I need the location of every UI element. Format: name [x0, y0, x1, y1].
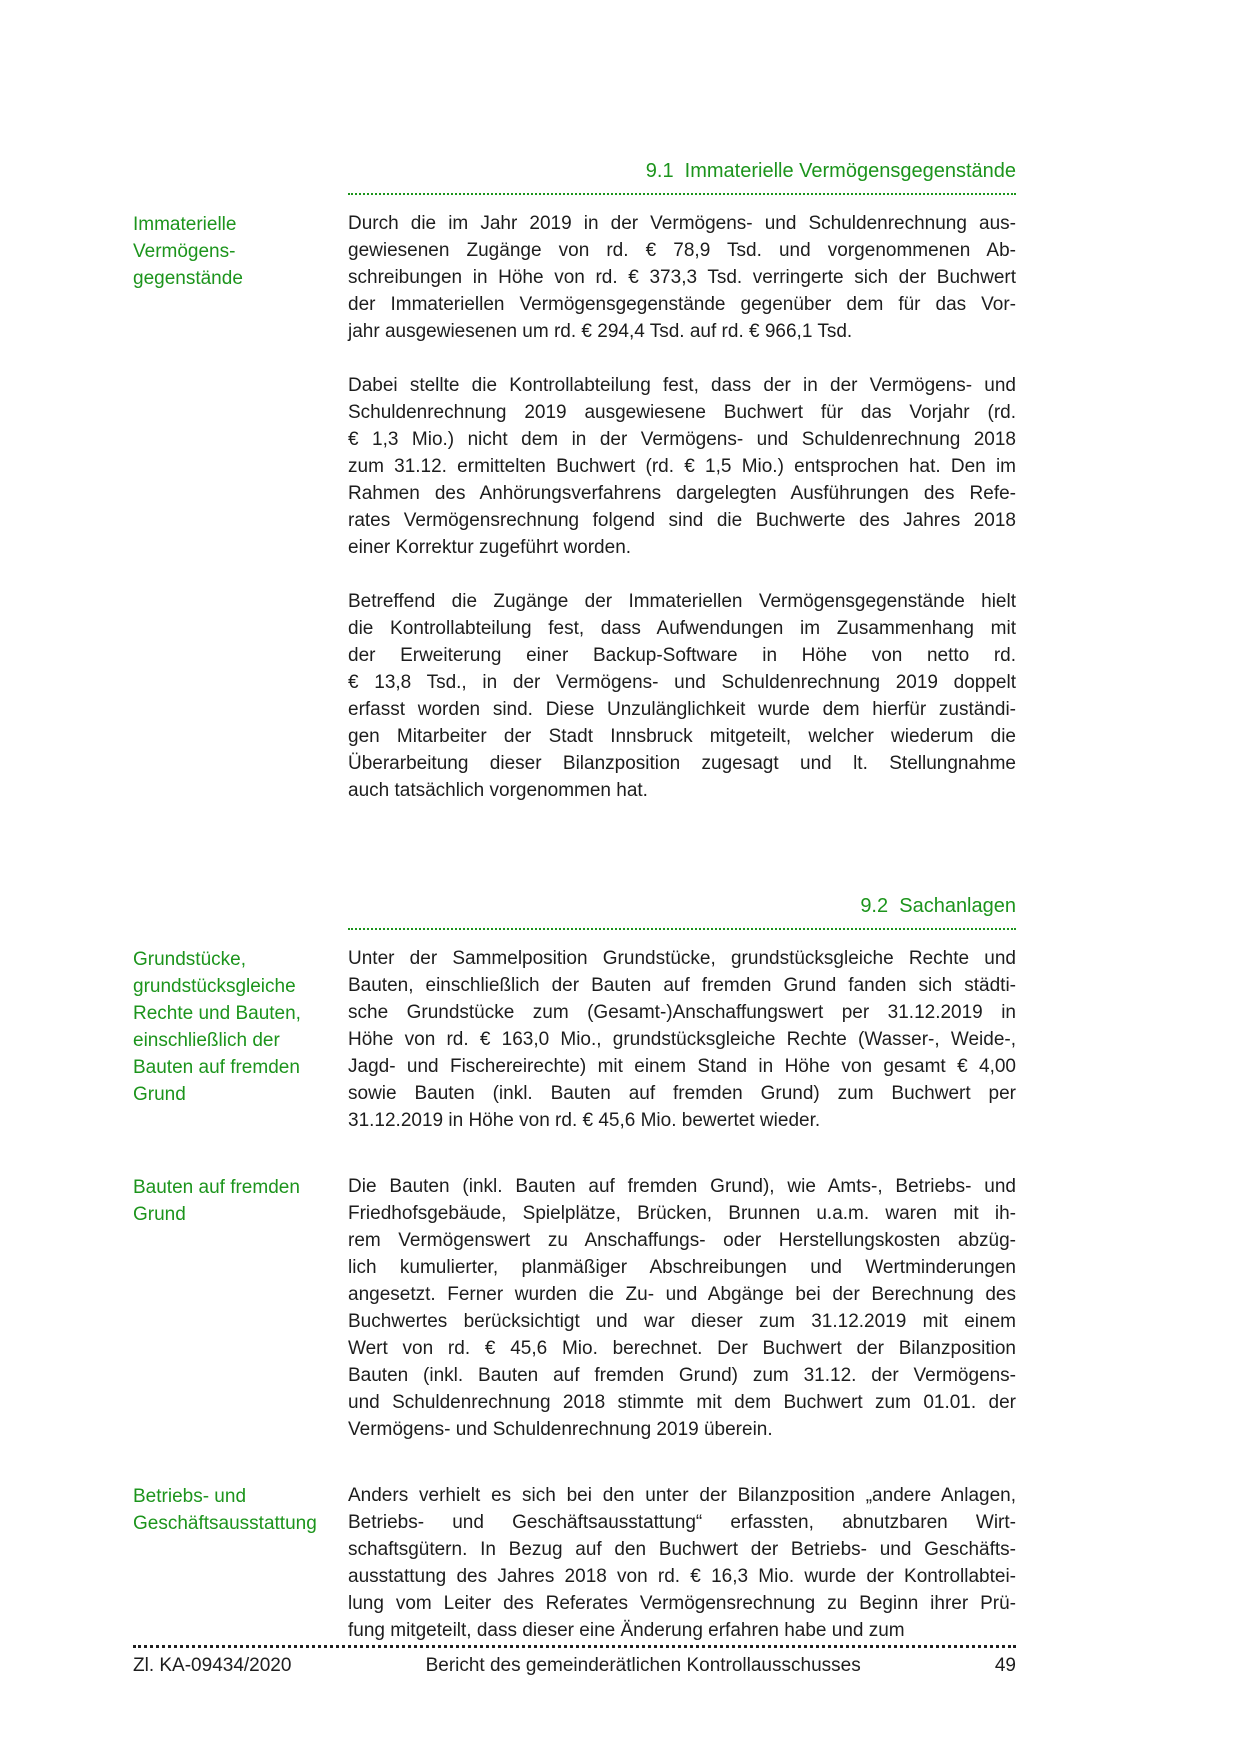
- text-line: Bauten (inkl. Bauten auf fremden Grund) zum 31.12. der Vermögens-: [348, 1365, 1016, 1386]
- text-line: Rahmen des Anhörungsverfahrens dargelegten Ausführungen des Refe-: [348, 483, 1016, 504]
- section-heading-row-9-2: [348, 893, 1016, 930]
- body-column: [348, 945, 1016, 1161]
- text-line: die Kontrollabteilung fest, dass Aufwendungen im Zusammenhang mit: [348, 618, 1016, 639]
- text-line: Geschäftsausstattung: [133, 1513, 317, 1534]
- text-line: Buchwertes berücksichtigt und war dieser zum 31.12.2019 mit einem: [348, 1311, 1016, 1332]
- paragraph: [348, 588, 1016, 804]
- text-line: Vermögens-: [133, 241, 236, 262]
- text-line: Anders verhielt es sich bei den unter der Bilanzposition „andere Anlagen,: [348, 1485, 1016, 1506]
- text-line: Immaterielle: [133, 214, 237, 235]
- text-line: Unter der Sammelposition Grundstücke, grundstücksgleiche Rechte und: [348, 948, 1016, 969]
- text-line: Betreffend die Zugänge der Immateriellen Vermögensgegenstände hielt: [348, 591, 1016, 612]
- text-line: auch tatsächlich vorgenommen hat.: [348, 780, 648, 801]
- text-line: Grund: [133, 1204, 186, 1225]
- text-line: sowie Bauten (inkl. Bauten auf fremden Grund) zum Buchwert per: [348, 1083, 1016, 1104]
- text-line: Jagd- und Fischereirechte) mit einem Stand in Höhe von gesamt € 4,00: [348, 1056, 1016, 1077]
- section-heading-9-1: 9.1 Immaterielle Vermögensgegenstände: [645, 160, 1016, 182]
- content-block: [133, 210, 1016, 831]
- text-line: fung mitgeteilt, dass dieser eine Änderung erfahren habe und zum: [348, 1620, 905, 1641]
- text-line: angesetzt. Ferner wurden die Zu- und Abgänge bei der Berechnung des: [348, 1284, 1016, 1305]
- text-line: Höhe von rd. € 163,0 Mio., grundstücksgleiche Rechte (Wasser-, Weide-,: [348, 1029, 1016, 1050]
- text-line: erfasst worden sind. Diese Unzulänglichkeit wurde dem hierfür zuständi-: [348, 699, 1016, 720]
- paragraph: [348, 1482, 1016, 1644]
- text-line: Bauten auf fremden: [133, 1057, 300, 1078]
- text-line: rem Vermögenswert zu Anschaffungs- oder Herstellungskosten abzüg-: [348, 1230, 1016, 1251]
- text-line: € 1,3 Mio.) nicht dem in der Vermögens- und Schuldenrechnung 2018: [348, 429, 1016, 450]
- section-heading-row-9-1: [348, 158, 1016, 195]
- text-line: gewiesenen Zugänge von rd. € 78,9 Tsd. und vorgenommenen Ab-: [348, 240, 1016, 261]
- text-line: der Immateriellen Vermögensgegenstände gegenüber dem für das Vor-: [348, 294, 1016, 315]
- text-line: Grund: [133, 1084, 186, 1105]
- text-line: € 13,8 Tsd., in der Vermögens- und Schuldenrechnung 2019 doppelt: [348, 672, 1016, 693]
- text-line: jahr ausgewiesenen um rd. € 294,4 Tsd. auf rd. € 966,1 Tsd.: [348, 321, 853, 342]
- text-line: ausstattung des Jahres 2018 von rd. € 16,3 Mio. wurde der Kontrollabtei-: [348, 1566, 1016, 1587]
- text-line: Durch die im Jahr 2019 in der Vermögens- und Schuldenrechnung aus-: [348, 213, 1016, 234]
- footer-page-number: 49: [994, 1655, 1016, 1676]
- text-line: lich kumulierter, planmäßiger Abschreibungen und Wertminderungen: [348, 1257, 1016, 1278]
- text-line: einer Korrektur zugeführt worden.: [348, 537, 632, 558]
- text-line: Vermögens- und Schuldenrechnung 2019 überein.: [348, 1419, 773, 1440]
- content-block: [133, 1482, 1016, 1671]
- text-line: Betriebs- und: [133, 1486, 247, 1507]
- text-line: Schuldenrechnung 2019 ausgewiesene Buchwert für das Vorjahr (rd.: [348, 402, 1016, 423]
- text-line: gen Mitarbeiter der Stadt Innsbruck mitgeteilt, welcher wiederum die: [348, 726, 1016, 747]
- text-line: Überarbeitung dieser Bilanzposition zugesagt und lt. Stellungnahme: [348, 753, 1016, 774]
- text-line: Betriebs- und Geschäftsausstattung“ erfassten, abnutzbaren Wirt-: [348, 1512, 1016, 1533]
- body-column: [348, 1482, 1016, 1671]
- margin-label-grundstuecke: [133, 945, 348, 1108]
- text-line: Dabei stellte die Kontrollabteilung fest, dass der in der Vermögens- und: [348, 375, 1016, 396]
- margin-label-betriebs-und-geschaeftsausstattung: [133, 1482, 348, 1537]
- text-line: 31.12.2019 in Höhe von rd. € 45,6 Mio. bewertet wieder.: [348, 1110, 821, 1131]
- text-line: schaftsgütern. In Bezug auf den Buchwert der Betriebs- und Geschäfts-: [348, 1539, 1016, 1560]
- section-heading-9-2: 9.2 Sachanlagen: [860, 895, 1016, 917]
- text-line: gegenstände: [133, 268, 243, 289]
- content-block: [133, 945, 1016, 1161]
- paragraph: [348, 945, 1016, 1134]
- paragraph: [348, 372, 1016, 561]
- text-line: Bauten, einschließlich der Bauten auf fremden Grund fanden sich städti-: [348, 975, 1016, 996]
- paragraph: [348, 1173, 1016, 1443]
- text-line: einschließlich der: [133, 1030, 280, 1051]
- body-column: [348, 1173, 1016, 1470]
- text-line: Rechte und Bauten,: [133, 1003, 301, 1024]
- footer-document-id: Zl. KA-09434/2020: [133, 1655, 292, 1676]
- text-line: sche Grundstücke zum (Gesamt-)Anschaffungswert per 31.12.2019 in: [348, 1002, 1016, 1023]
- text-line: Friedhofsgebäude, Spielplätze, Brücken, Brunnen u.a.m. waren mit ih-: [348, 1203, 1016, 1224]
- page-content: [133, 158, 1016, 1671]
- body-column: [348, 210, 1016, 831]
- text-line: grundstücksgleiche: [133, 976, 296, 997]
- margin-label-bauten-auf-fremden-grund: [133, 1173, 348, 1228]
- text-line: rates Vermögensrechnung folgend sind die Buchwerte des Jahres 2018: [348, 510, 1016, 531]
- text-line: Die Bauten (inkl. Bauten auf fremden Grund), wie Amts-, Betriebs- und: [348, 1176, 1016, 1197]
- text-line: zum 31.12. ermittelten Buchwert (rd. € 1,5 Mio.) entsprochen hat. Den im: [348, 456, 1016, 477]
- page-footer: [133, 1645, 1016, 1678]
- content-block: [133, 1173, 1016, 1470]
- paragraph: [348, 210, 1016, 345]
- text-line: und Schuldenrechnung 2018 stimmte mit dem Buchwert zum 01.01. der: [348, 1392, 1016, 1413]
- text-line: Wert von rd. € 45,6 Mio. berechnet. Der Buchwert der Bilanzposition: [348, 1338, 1016, 1359]
- text-line: der Erweiterung einer Backup-Software in Höhe von netto rd.: [348, 645, 1016, 666]
- footer-report-title: Bericht des gemeinderätlichen Kontrollausschusses: [425, 1655, 861, 1676]
- text-line: Bauten auf fremden: [133, 1177, 300, 1198]
- margin-label-immaterielle-vermoegensgegenstaende: [133, 210, 348, 292]
- text-line: Grundstücke,: [133, 949, 246, 970]
- text-line: schreibungen in Höhe von rd. € 373,3 Tsd. verringerte sich der Buchwert: [348, 267, 1016, 288]
- text-line: lung vom Leiter des Referates Vermögensrechnung zu Beginn ihrer Prü-: [348, 1593, 1016, 1614]
